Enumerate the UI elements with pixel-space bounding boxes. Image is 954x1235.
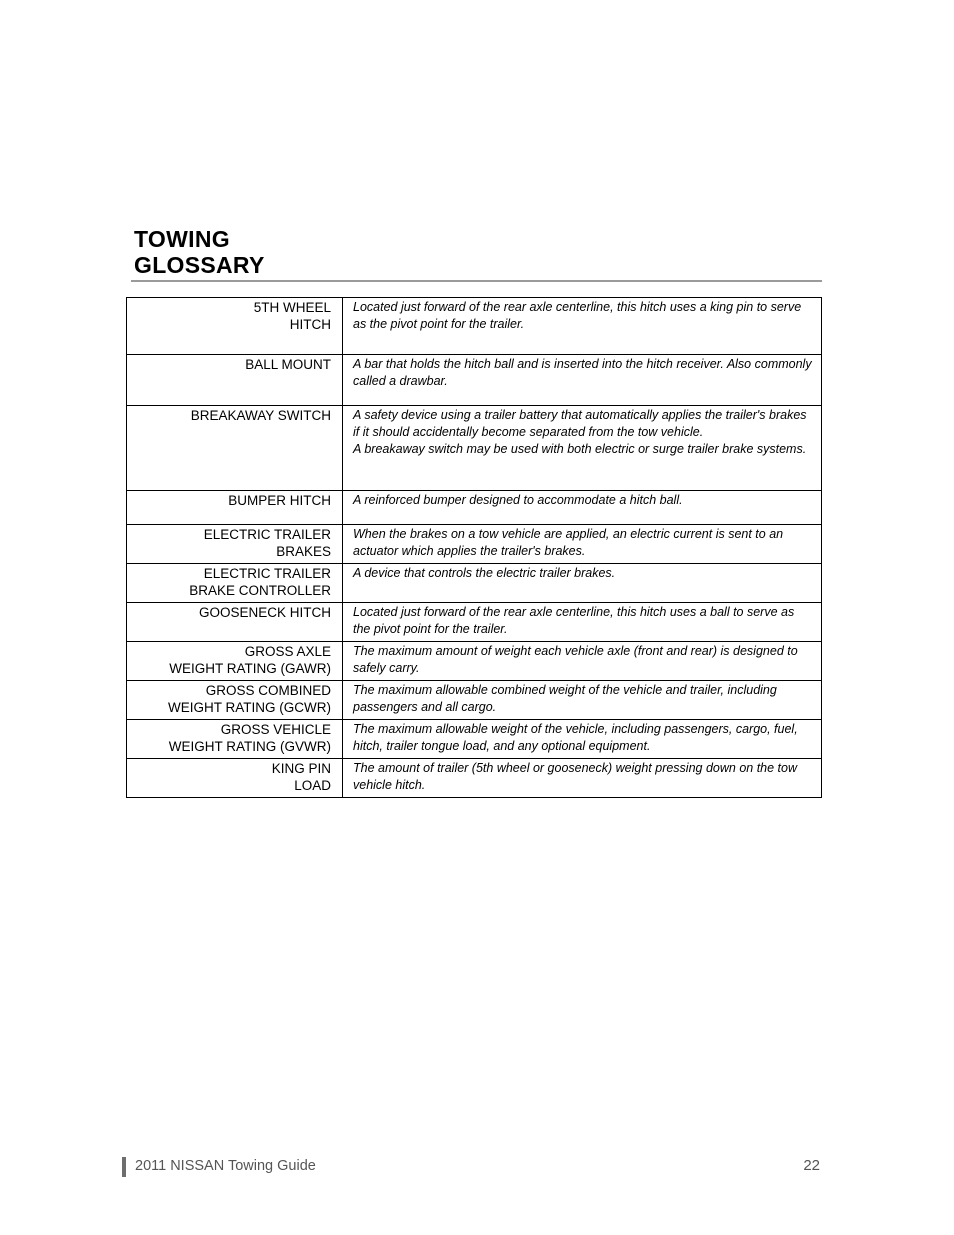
glossary-definition: A bar that holds the hitch ball and is inserted into the hitch receiver. Also commonly called a drawbar. [343, 355, 822, 406]
table-row [127, 564, 822, 603]
table-row [127, 603, 822, 642]
table-row [127, 759, 822, 798]
glossary-table [126, 297, 822, 798]
table-row [127, 681, 822, 720]
glossary-definition: Located just forward of the rear axle centerline, this hitch uses a king pin to serve as the pivot point for the trailer. [343, 298, 822, 355]
glossary-definition: The amount of trailer (5th wheel or gooseneck) weight pressing down on the tow vehicle hitch. [343, 759, 822, 798]
glossary-term: 5TH WHEEL HITCH [127, 298, 343, 355]
glossary-definition: The maximum allowable combined weight of the vehicle and trailer, including passengers and all cargo. [343, 681, 822, 720]
table-row [127, 491, 822, 525]
glossary-term: GROSS AXLE WEIGHT RATING (GAWR) [127, 642, 343, 681]
glossary-definition: When the brakes on a tow vehicle are applied, an electric current is sent to an actuator which applies the trailer's brakes. [343, 525, 822, 564]
glossary-term: ELECTRIC TRAILER BRAKE CONTROLLER [127, 564, 343, 603]
table-row [127, 642, 822, 681]
glossary-definition: Located just forward of the rear axle centerline, this hitch uses a ball to serve as the pivot point for the trailer. [343, 603, 822, 642]
glossary-definition: The maximum allowable weight of the vehicle, including passengers, cargo, fuel, hitch, trailer tongue load, and any optional equipment. [343, 720, 822, 759]
table-row [127, 298, 822, 355]
glossary-term: KING PIN LOAD [127, 759, 343, 798]
table-row [127, 406, 822, 491]
glossary-term: BALL MOUNT [127, 355, 343, 406]
glossary-term: GOOSENECK HITCH [127, 603, 343, 642]
glossary-definition: The maximum amount of weight each vehicle axle (front and rear) is designed to safely carry. [343, 642, 822, 681]
glossary-definition: A device that controls the electric trailer brakes. [343, 564, 822, 603]
glossary-term: ELECTRIC TRAILER BRAKES [127, 525, 343, 564]
glossary-definition: A reinforced bumper designed to accommodate a hitch ball. [343, 491, 822, 525]
glossary-term: GROSS COMBINED WEIGHT RATING (GCWR) [127, 681, 343, 720]
glossary-term: BUMPER HITCH [127, 491, 343, 525]
footer-publication-title: 2011 NISSAN Towing Guide [135, 1158, 316, 1174]
glossary-definition: A safety device using a trailer battery that automatically applies the trailer's brakes if it should accidentally become separated from the tow vehicle. A breakaway switch may be used with both electric or surge trailer brake systems. [343, 406, 822, 491]
table-row [127, 355, 822, 406]
table-row [127, 525, 822, 564]
glossary-term: BREAKAWAY SWITCH [127, 406, 343, 491]
title-divider [131, 280, 822, 282]
table-row [127, 720, 822, 759]
page-number: 22 [803, 1157, 820, 1174]
footer-marker-bar [122, 1157, 126, 1177]
glossary-term: GROSS VEHICLE WEIGHT RATING (GVWR) [127, 720, 343, 759]
page-title: TOWING GLOSSARY [134, 226, 265, 278]
